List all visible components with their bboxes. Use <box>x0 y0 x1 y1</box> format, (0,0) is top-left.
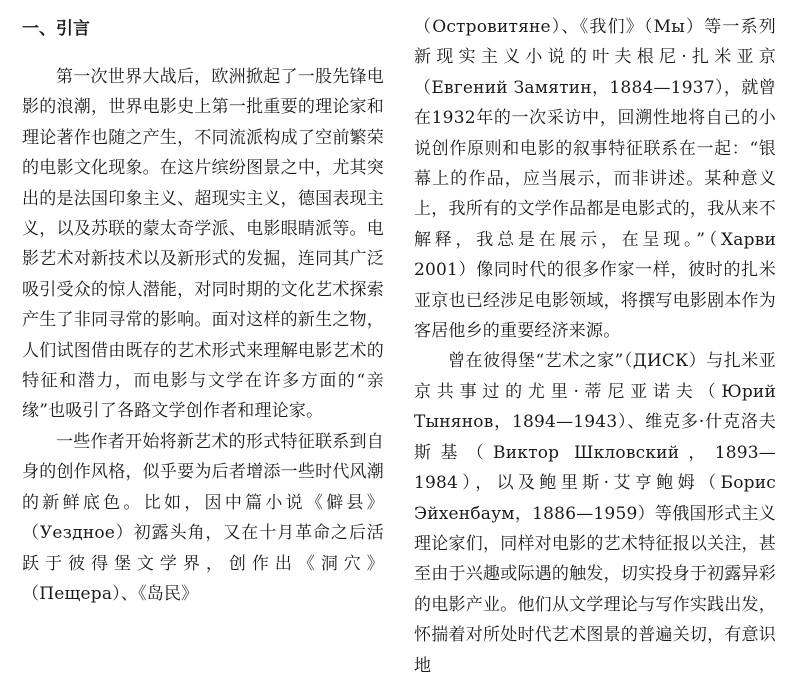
paragraph: 一些作者开始将新艺术的形式特征联系到自身的创作风格，似乎要为后者增添一些时代风潮的新鲜底色。比如，因中篇小说《僻县》（Уездное）初露头角，又在十月革命之后活跃于彼得堡文学界，创作出《洞穴》（Пещера）、《岛民》 <box>22 431 384 604</box>
paragraph-continued: （Островитяне）、《我们》（Мы）等一系列新现实主义小说的叶夫根尼·扎米亚京（Евгений Замятин，1884—1937），就曾在1932年的一次采访中，回溯性地将自己的小说创作原则和电影的叙事特征联系在一起：“银幕上的作品，应当展示，而非讲述。某种意义上，我所有的文学作品都是电影式的，我从来不解释，我总是在展示，在呈现。”（Харви 2001）像同时代的很多作家一样，彼时的扎米亚京也已经涉足电影领域，将撰写电影剧本作为客居他乡的重要经济来源。 <box>414 17 776 342</box>
paragraph: 第一次世界大战后，欧洲掀起了一股先锋电影的浪潮，世界电影史上第一批重要的理论家和理论著作也随之产生，不同流派构成了空前繁荣的电影文化现象。在这片缤纷图景之中，尤其突出的是法国印象主义、超现实主义，德国表现主义，以及苏联的蒙太奇学派、电影眼睛派等。电影艺术对新技术以及新形式的发掘，连同其广泛吸引受众的惊人潜能，对同时期的文化艺术探索产生了非同寻常的影响。面对这样的新生之物，人们试图借由既存的艺术形式来理解电影艺术的特征和潜力，而电影与文学在许多方面的“亲缘”也吸引了各路文学创作者和理论家。 <box>22 67 384 422</box>
section-heading: 一、引言 <box>22 19 90 39</box>
left-column <box>22 0 384 609</box>
right-column <box>414 0 776 681</box>
paragraph: 曾在彼得堡“艺术之家”（ДИСК）与扎米亚京共事过的尤里·蒂尼亚诺夫（Юрий Тынянов，1894—1943）、维克多·什克洛夫斯基（Виктор Шкловский，1893—1984），以及鲍里斯·艾亨鲍姆（Борис Эйхенбаум，1886—1959）等俄国形式主义理论家们，同样对电影的艺术特征报以关注，甚至由于兴趣或际遇的触发，切实投身于初露异彩的电影产业。他们从文学理论与写作实践出发，怀揣着对所处时代艺术图景的普遍关切，有意识地 <box>414 351 776 676</box>
